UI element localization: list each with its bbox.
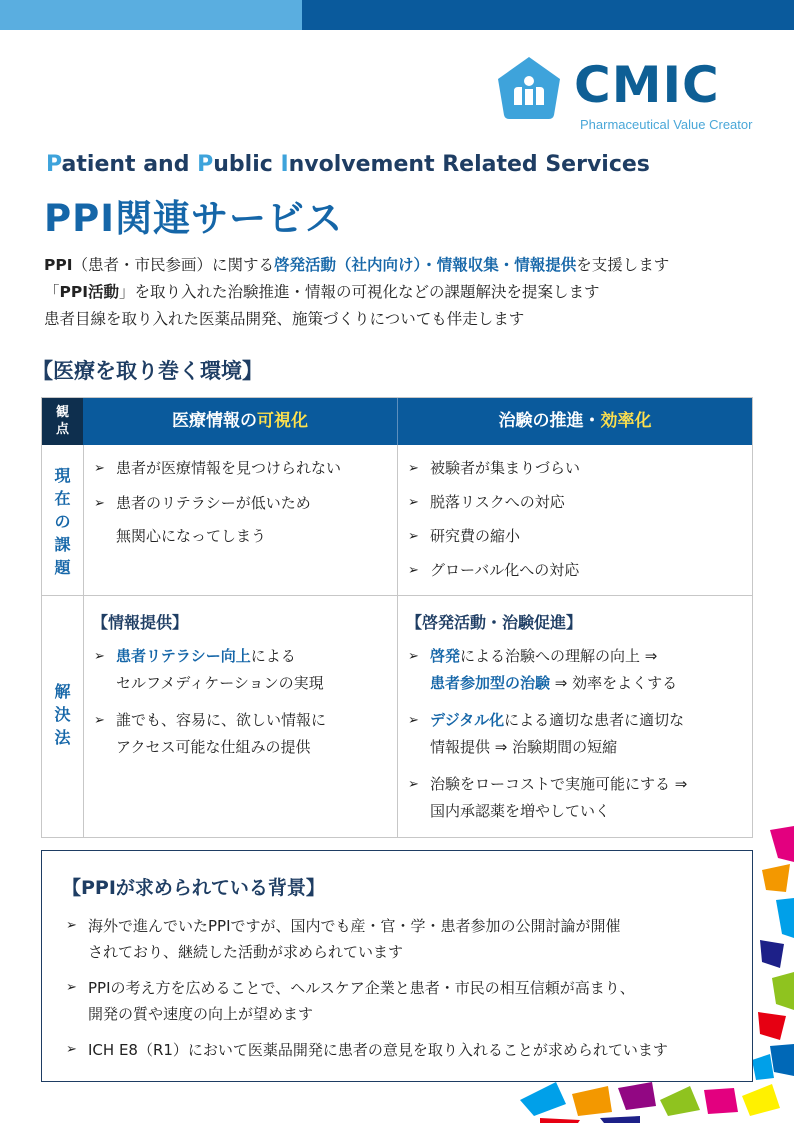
item-text: PPIの考え方を広めることで、ヘルスケア企業と患者・市民の相互信頼が高まり、	[88, 979, 635, 997]
top-banner	[0, 0, 794, 30]
divider-v1	[83, 445, 84, 837]
item-text: 脱落リスクへの対応	[430, 493, 565, 511]
solution-heading-info: 【情報提供】	[92, 613, 189, 632]
list-item	[92, 643, 326, 697]
intro-line-1	[44, 252, 669, 279]
item-highlight: 患者参加型の治験	[430, 674, 551, 692]
item-text: 被験者が集まりづらい	[430, 459, 581, 477]
list-item	[406, 707, 687, 761]
item-highlight: デジタル化	[430, 711, 505, 729]
bullet-arrow-icon: ➢	[408, 495, 419, 510]
list-item	[92, 490, 341, 550]
list-item	[406, 455, 580, 482]
environment-heading: 【医療を取り巻く環境】	[32, 359, 263, 383]
item-highlight: 啓発	[430, 647, 461, 665]
intro-text-1d: を支援します	[576, 256, 670, 274]
solutions-information	[92, 610, 326, 761]
background-list	[64, 913, 668, 1073]
item-highlight: 患者リテラシー向上	[116, 647, 251, 665]
list-item	[406, 523, 580, 550]
row2-char: 決	[54, 705, 71, 724]
row-label-current-issues	[42, 464, 83, 579]
environment-table	[41, 397, 753, 838]
bullet-arrow-icon: ➢	[408, 649, 419, 664]
intro-line-3: 患者目線を取り入れた医薬品開発、施策づくりについても伴走します	[44, 310, 525, 328]
divider-v2	[397, 445, 398, 837]
item-text-cont: 情報提供 ⇒ 治験期間の短縮	[430, 738, 618, 756]
row-label-solutions	[42, 680, 83, 749]
list-item	[92, 707, 326, 761]
english-title	[46, 152, 650, 177]
list-item	[64, 1037, 668, 1063]
item-text: 治験をローコストで実施可能にする ⇒	[430, 775, 688, 793]
list-item	[406, 771, 687, 825]
list-item	[406, 489, 580, 516]
page-title: PPI関連サービス	[44, 197, 344, 240]
logo-tagline: Pharmaceutical Value Creator	[580, 117, 753, 132]
title-word-public: ublic	[213, 152, 281, 177]
bullet-arrow-icon: ➢	[408, 563, 419, 578]
title-initial-i: I	[280, 152, 289, 177]
intro-highlight: 啓発活動（社内向け）・情報収集・情報提供	[274, 256, 577, 274]
item-text: グローバル化への対応	[430, 561, 580, 579]
item-text: による適切な患者に適切な	[504, 711, 685, 729]
divider-h1	[42, 595, 752, 596]
header-trial-efficiency	[397, 398, 752, 445]
background-box	[41, 850, 753, 1082]
intro-bracket-open: 「	[44, 283, 60, 301]
intro-ppi-activity: PPI活動	[59, 283, 120, 301]
table-header	[42, 398, 752, 445]
title-initial-p2: P	[197, 152, 214, 177]
bullet-arrow-icon: ➢	[94, 713, 105, 728]
row1-char: 課	[54, 535, 71, 554]
bullet-arrow-icon: ➢	[408, 777, 419, 792]
item-text-cont: 無関心になってしまう	[116, 527, 267, 545]
intro-line-2	[44, 279, 669, 306]
row1-char: の	[54, 512, 71, 531]
list-item	[64, 913, 668, 965]
item-text-cont: されており、継続した活動が求められています	[88, 943, 404, 961]
header-col2-text: 治験の推進・	[498, 411, 601, 431]
header-visualization	[83, 398, 397, 445]
logo-pentagon-icon	[496, 55, 562, 121]
bullet-arrow-icon: ➢	[66, 1042, 77, 1057]
bullet-arrow-icon: ➢	[94, 649, 105, 664]
list-item	[92, 455, 341, 482]
header-col1-text: 医療情報の	[172, 411, 257, 431]
bullet-arrow-icon: ➢	[408, 713, 419, 728]
corner-char-2: 点	[55, 422, 69, 437]
item-text: ⇒ 効率をよくする	[550, 674, 678, 692]
item-text: 患者が医療情報を見つけられない	[116, 459, 342, 477]
top-banner-dark	[302, 0, 794, 30]
title-word-involvement: nvolvement Related Services	[288, 152, 650, 177]
issues-visualization	[92, 455, 341, 550]
item-text-cont: 開発の質や速度の向上が望めます	[88, 1005, 314, 1023]
item-text: 海外で進んでいたPPIですが、国内でも産・官・学・患者参加の公開討論が開催	[88, 917, 621, 935]
logo-wordmark: CMIC	[574, 56, 720, 114]
bullet-arrow-icon: ➢	[94, 461, 105, 476]
corner-char-1: 観	[55, 405, 69, 420]
row1-char: 現	[54, 466, 71, 485]
row1-char: 題	[54, 558, 71, 577]
item-text-cont	[430, 670, 687, 697]
company-logo	[496, 55, 766, 135]
row2-char: 法	[54, 728, 71, 747]
list-item	[406, 643, 687, 697]
bullet-arrow-icon: ➢	[408, 461, 419, 476]
item-text: 誰でも、容易に、欲しい情報に	[116, 711, 327, 729]
bullet-arrow-icon: ➢	[94, 496, 105, 511]
bullet-arrow-icon: ➢	[66, 918, 77, 933]
item-text: による治験への理解の向上 ⇒	[460, 647, 658, 665]
intro-text	[44, 252, 669, 333]
list-item	[406, 557, 580, 584]
header-corner	[42, 398, 83, 445]
item-text-cont: セルフメディケーションの実現	[116, 674, 324, 692]
item-text-cont: アクセス可能な仕組みの提供	[116, 738, 311, 756]
header-col2-accent: 効率化	[600, 411, 652, 431]
item-text: ICH E8（R1）において医薬品開発に患者の意見を取り入れることが求められています	[88, 1041, 668, 1059]
item-text: 患者のリテラシーが低いため	[116, 494, 311, 512]
intro-text-2c: 」を取り入れた治験推進・情報の可視化などの課題解決を提案します	[119, 283, 600, 301]
row2-char: 解	[54, 682, 71, 701]
title-word-patient: atient and	[61, 152, 198, 177]
bullet-arrow-icon: ➢	[66, 980, 77, 995]
header-col1-accent: 可視化	[257, 411, 308, 431]
item-text-cont: 国内承認薬を増やしていく	[430, 802, 611, 820]
row1-char: 在	[54, 489, 71, 508]
bullet-arrow-icon: ➢	[408, 529, 419, 544]
item-text: 研究費の縮小	[430, 527, 521, 545]
top-banner-light	[0, 0, 302, 30]
intro-text-1b: （患者・市民参画）に関する	[72, 256, 275, 274]
solutions-trial	[406, 610, 687, 825]
title-initial-p1: P	[46, 152, 62, 177]
background-heading: 【PPIが求められている背景】	[62, 877, 325, 899]
solution-heading-trial: 【啓発活動・治験促進】	[406, 613, 583, 632]
item-text: による	[250, 647, 296, 665]
list-item	[64, 975, 668, 1027]
issues-trial	[406, 455, 580, 584]
intro-ppi: PPI	[44, 256, 73, 274]
